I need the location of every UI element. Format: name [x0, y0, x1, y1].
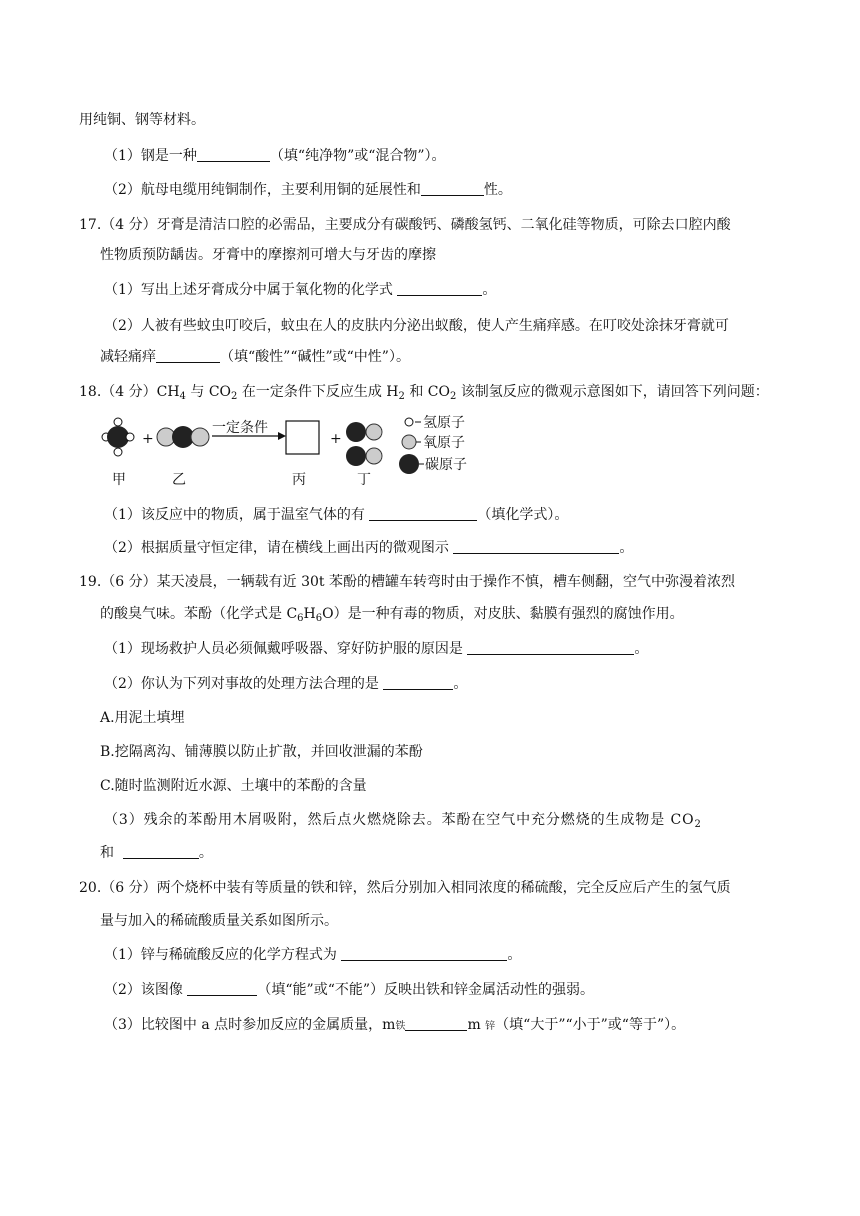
answer-blank[interactable]	[405, 1016, 467, 1031]
q19-option-c: C.随时监测附近水源、土壤中的苯酚的含量	[100, 778, 367, 794]
answer-blank[interactable]	[197, 147, 270, 162]
q18-stem: 18.（4 分）$CH_4$ 与 $CO_2$ 在一定条件下反应生成 $H_2$ 和 $CO_2$ 该制氢反应的微观示意图如下，请回答下列问题：	[79, 384, 769, 402]
label-ding: 丁	[357, 472, 371, 488]
answer-blank[interactable]	[123, 844, 199, 859]
q18-part1: （1）该反应中的物质，属于温室气体的有 （填化学式）。	[104, 507, 569, 523]
q19-stem-cont: 的酸臭气味。苯酚（化学式是 $C_6H_6O$）是一种有毒的物质，对皮肤、黏膜有强烈的腐蚀作用。	[100, 606, 684, 624]
hydrogen-atom-icon	[405, 418, 413, 426]
q17-part1: （1）写出上述牙膏成分中属于氧化物的化学式 。	[104, 282, 497, 298]
answer-blank[interactable]	[467, 640, 634, 655]
q17-part2: （2）人被有些蚊虫叮咬后，蚊虫在人的皮肤内分泌出蚁酸，使人产生痛痒感。在叮咬处涂抹牙膏就可	[104, 318, 729, 334]
carbon-atom-icon	[399, 454, 419, 474]
answer-blank[interactable]	[421, 181, 484, 196]
q20-stem-cont: 量与加入的稀硫酸质量关系如图所示。	[100, 913, 338, 929]
q19-stem: 19.（6 分）某天凌晨，一辆载有近 30t 苯酚的槽罐车转弯时由于操作不慎，槽车侧翻，空气中弥漫着浓烈	[79, 574, 735, 590]
arrow-head-icon	[278, 432, 286, 440]
q19-option-b: B.挖隔离沟、铺薄膜以防止扩散，并回收泄漏的苯酚	[100, 744, 423, 760]
q20-part3: （3）比较图中 a 点时参加反应的金属质量，m铁 m 锌（填“大于”“小于”或“等于”）。	[104, 1017, 686, 1033]
answer-blank[interactable]	[397, 281, 482, 296]
q18-part2: （2）根据质量守恒定律，请在横线上画出丙的微观图示 。	[104, 540, 634, 556]
answer-blank[interactable]	[383, 675, 453, 690]
q19-option-a: A.用泥土填埋	[100, 710, 185, 726]
co2-molecule	[157, 426, 209, 448]
q19-part2: （2）你认为下列对事故的处理方法合理的是 。	[104, 676, 468, 692]
legend-oxygen: 氧原子	[423, 435, 465, 451]
reaction-microscopic-diagram	[98, 414, 498, 490]
label-bing: 丙	[292, 472, 306, 488]
q16-part2: （2）航母电缆用纯铜制作，主要利用铜的延展性和 性。	[104, 182, 512, 198]
answer-blank[interactable]	[369, 506, 477, 521]
co-molecules	[346, 422, 382, 466]
q19-part1: （1）现场救护人员必须佩戴呼吸器、穿好防护服的原因是 。	[104, 641, 649, 657]
q20-part2: （2）该图像 （填“能”或“不能”）反映出铁和锌金属活动性的强弱。	[104, 982, 595, 998]
answer-blank[interactable]	[341, 946, 507, 961]
legend-hydrogen: 氢原子	[423, 415, 465, 431]
q20-stem: 20.（6 分）两个烧杯中装有等质量的铁和锌，然后分别加入相同浓度的稀硫酸，完全反应后产生的氢气质	[79, 880, 731, 896]
answer-blank[interactable]	[187, 981, 257, 996]
plus-sign: +	[330, 431, 342, 447]
condition-label: 一定条件	[212, 420, 268, 436]
product-box	[286, 421, 319, 454]
legend-carbon: 碳原子	[425, 457, 467, 473]
plus-sign: +	[142, 431, 154, 447]
q16-part1: （1）钢是一种 （填“纯净物”或“混合物”）。	[104, 148, 446, 164]
q20-part1: （1）锌与稀硫酸反应的化学方程式为 。	[104, 947, 522, 963]
legend	[399, 415, 467, 474]
q17-stem-cont: 性物质预防龋齿。牙膏中的摩擦剂可增大与牙齿的摩擦	[100, 247, 436, 263]
q17-part2-cont: 减轻痛痒 （填“酸性”“碱性”或“中性”）。	[100, 349, 410, 365]
label-yi: 乙	[172, 472, 186, 488]
q19-part3-cont: 和 。	[100, 845, 213, 861]
label-jia: 甲	[112, 472, 126, 488]
methane-molecule	[102, 418, 134, 456]
answer-blank[interactable]	[156, 348, 220, 363]
answer-blank[interactable]	[453, 539, 619, 554]
q19-part3: （3）残余的苯酚用木屑吸附，然后点火燃烧除去。苯酚在空气中充分燃烧的生成物是 $CO_2$	[104, 812, 702, 830]
text-line: 用纯铜、钢等材料。	[79, 112, 205, 128]
oxygen-atom-icon	[402, 435, 416, 449]
q17-stem: 17.（4 分）牙膏是清洁口腔的必需品，主要成分有碳酸钙、磷酸氢钙、二氧化硅等物质，可除去口腔内酸	[79, 217, 731, 233]
